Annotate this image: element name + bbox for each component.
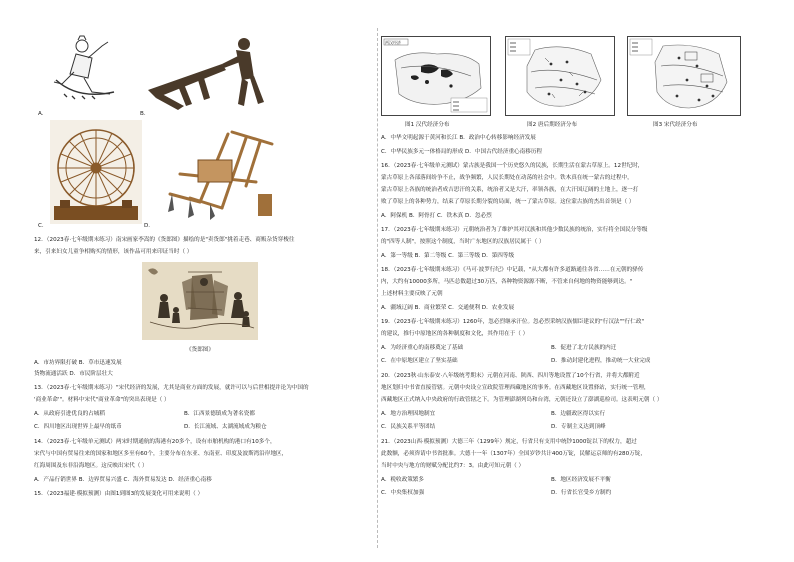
question-18-stem-line1: 18．（2023春·七年级期末练习）《马可·波罗行纪》中记载，"从大都有许多道路通往各省……在元朝的驿传 — [381, 267, 644, 273]
question-19-stem-line2: 的建议，推行中原地区的各种制度和文化，其作用在于（ ） — [381, 331, 529, 337]
question-16-stem-line3: 蒙古草原上各族的统治者成吉思汗的关系，统治者又是大汗，率领各族，在大汗国辽阔的土地上，逐一打 — [381, 187, 639, 193]
question-14-stem-line2: 宋代与中国有贸易往来的国家和地区多至有60个，主要分布在东亚、东南亚、印度及波斯湾沿岸地区， — [34, 451, 288, 457]
question-13-option-a: A．从政府引进优良的占城稻 — [34, 411, 105, 417]
seed-drill-model-photo-d — [160, 124, 284, 224]
question-16-options: A．阿保机 B．阿骨打 C．铁木真 D．忽必烈 — [381, 213, 492, 219]
han-economy-map-fig1 — [381, 36, 491, 116]
question-17-stem-line2: 的"四等人制"，按照这个制度，当时广东地区的汉族居民属于（ ） — [381, 239, 545, 245]
right-column — [381, 0, 761, 562]
water-wheel-model-photo-c — [50, 120, 142, 224]
question-21-stem-line3: 当时中央与地方的财赋分配比约7：3。由此可知元朝（ ） — [381, 463, 525, 469]
fig3-caption: 图3 宋代经济分布 — [653, 122, 698, 128]
question-21-stem-line2: 此数额，必须咨请中书省批准。大德十一年（1307年）全国岁钞共计400万锭，民解运京师的有280万锭， — [381, 451, 646, 457]
song-economy-map-fig3 — [627, 36, 741, 116]
question-19-stem-line1: 19．（2023春·七年级期末练习）1260年，忽必烈继承汗位。忽必烈采纳汉族儒臣建议的"行汉法""行仁政" — [381, 319, 645, 325]
question-15-option-c-d: C．中华民族多元一体格局的形成 D．中国古代经济重心南移历程 — [381, 149, 543, 155]
question-21-option-a: A．税收政策繁多 — [381, 477, 424, 483]
left-column — [34, 0, 374, 562]
question-15-option-a-b: A．中华文明起源于黄河和长江 B．政治中心转移影响经济发展 — [381, 135, 536, 141]
question-16-stem-line2: 蒙古草原上各部落间纷争不止，战争频繁，人民长期处在动荡的社会中。铁木真在统一蒙古的过程中， — [381, 175, 633, 181]
option-c-label: C. — [38, 223, 44, 229]
question-13-option-b: B．江西景德镇成为著名瓷都 — [184, 411, 255, 417]
question-17-stem-line1: 17．（2023春·七年级期末练习）元朝统治者为了维护其对汉族和其他少数民族的统治，实行将全国民分等级 — [381, 227, 648, 233]
question-12-option-a-b: A．市坊界限打破 B．草市迅速发展 — [34, 360, 122, 366]
question-16-stem-line1: 16．（2023春·七年级单元测试）蒙古族是我国一个历史悠久的民族，长期生活在蒙古草原上。12世纪时， — [381, 163, 644, 169]
question-14-stem-line1: 14．（2023春·七年级单元测试）两宋时期通航的海港有20多个，设有市舶机构的港口有10多个， — [34, 439, 276, 445]
question-19-option-c: C．在中原地区建立了坚实基础 — [381, 358, 458, 364]
question-20-option-a: A．地方治理因地制宜 — [381, 411, 436, 417]
question-12-stem-line2: 来，引来妇女儿童争相购买的情形，该作品可用来印证当时（ ） — [34, 249, 193, 255]
map1-title: 两汉经济 — [385, 40, 401, 45]
question-12-stem-line1: 12．（2023春·七年级期末练习）南宋画家李嵩的《货郎图》描绘的是"卖货郎"挑着走巷、商贩杂货穿梭往 — [34, 237, 295, 243]
question-20-stem-line1: 20．（2023秋·山东泰安·八年级统考期末）元朝在河南、陕西、四川等地设置了10个行省，并将大都附近 — [381, 373, 640, 379]
question-20-option-b: B．边疆政区得以实行 — [551, 411, 606, 417]
question-12-option-c-d: 货物流通活跃 D．市民阶层壮大 — [34, 371, 113, 377]
question-20-stem-line3: 西藏地区正式纳入中央政府的行政管辖之下。为管理澎湖列岛和台湾，元朝还设立了澎湖巡检司。这表明元朝（ ） — [381, 397, 663, 403]
question-15-stem: 15．（2023福建·模拟预测）由图1到图3的发展变化可用来说明（ ） — [34, 491, 204, 497]
question-20-option-c: C．民族关系平等团结 — [381, 424, 436, 430]
question-20-option-d: D．专制主义达到顶峰 — [551, 424, 606, 430]
question-13-option-d: D．长江流域、太湖流域成为粮仓 — [184, 424, 267, 430]
question-17-options: A．第一等级 B．第二等级 C．第三等级 D．第四等级 — [381, 253, 515, 259]
fig1-caption: 图1 汉代经济分布 — [405, 122, 450, 128]
question-16-stem-line4: 败了草原上的各种势力，结束了草原长期分裂的局面，统一了蒙古草原。这位蒙古族的杰出首领是（ ） — [381, 199, 635, 205]
question-19-option-a: A．为经济重心的南移奠定了基础 — [381, 345, 464, 351]
question-21-option-c: C．中央集权加强 — [381, 490, 425, 496]
question-18-stem-line2: 内，大约有10000多所，马匹总数超过30万匹，各种物资源源不断，不管来自何地的物资能够到达。" — [381, 279, 633, 285]
question-13-stem-line2: '商业革命'"。材料中宋代"商业革命"的突出表现是（ ） — [34, 397, 170, 403]
plow-silhouette-illustration-b — [138, 34, 278, 118]
option-a-label: A. — [38, 111, 44, 117]
option-d-label: D. — [144, 223, 151, 229]
question-13-stem-line1: 13．（2023春·七年级期末练习）"宋代经济的发展，尤其是商业方面的发展，就许可以与后世相提并论为中国的 — [34, 385, 309, 391]
huolang-painting-image — [142, 262, 258, 340]
tang-economy-map-fig2 — [505, 36, 615, 116]
question-14-stem-line3: 红海周围及东非沿海地区。这反映出宋代（ ） — [34, 463, 148, 469]
question-18-options: A．疆域辽阔 B．商业繁荣 C．交通便利 D．农业发展 — [381, 305, 515, 311]
question-19-option-b: B．促进了北方民族的内迁 — [551, 345, 617, 351]
huolang-painting-caption: 《货郎图》 — [186, 347, 214, 353]
option-b-label: B. — [140, 111, 146, 117]
question-21-option-b: B．地区经济发展不平衡 — [551, 477, 611, 483]
question-19-option-d: D．推动封建化进程，推动统一大业完成 — [551, 358, 651, 364]
question-20-stem-line2: 地区划归中书省直接管辖。元朝中央设立宣政院管理西藏地区的事务。在西藏地区设置驿站，实行统一管理， — [381, 385, 650, 391]
farmer-tool-illustration-a — [48, 34, 120, 104]
column-divider — [377, 28, 378, 548]
question-21-stem-line1: 21．（2023山西·模拟预测）大德三年（1299年）规定，行省只有支用中统钞1000锭以下的权力，超过 — [381, 439, 637, 445]
question-21-option-d: D．行省长官受乡方制约 — [551, 490, 612, 496]
question-18-stem-line3: 上述材料主要反映了元朝 — [381, 291, 443, 297]
fig2-caption: 图2 唐后期经济分布 — [527, 122, 578, 128]
question-14-options: A．产品行销世界 B．边界贸易兴盛 C．海外贸易发达 D．经济重心南移 — [34, 477, 212, 483]
question-13-option-c: C．四川地区出现世界上最早的纸币 — [34, 424, 122, 430]
